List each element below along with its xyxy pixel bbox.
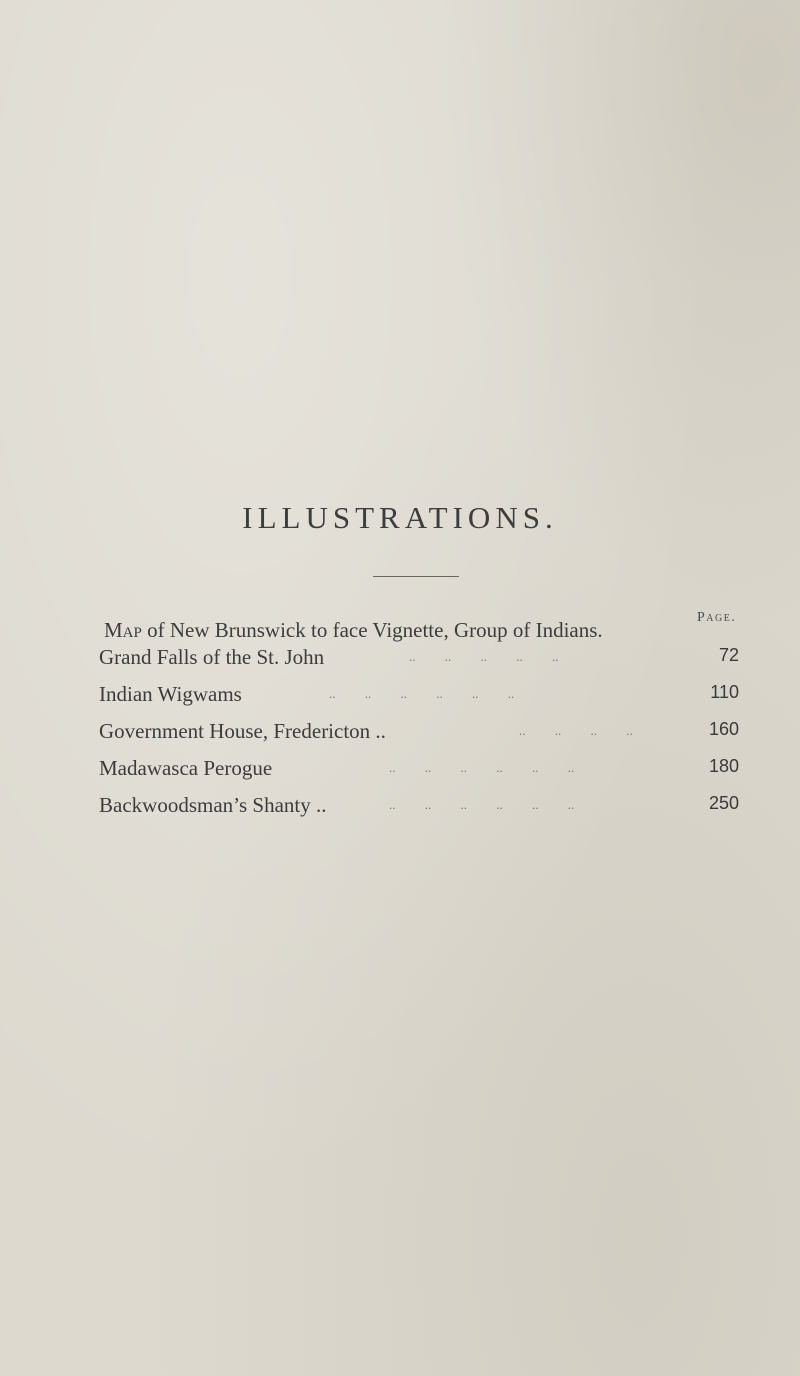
entry-label: Grand Falls of the St. John <box>99 645 325 669</box>
entry-label: Indian Wigwams <box>99 682 242 706</box>
list-item <box>99 793 739 823</box>
page-title: ILLUSTRATIONS. <box>242 500 558 535</box>
dot-leader: .. .. .. .. .. .. <box>389 797 575 812</box>
page-column-label: Page. <box>697 610 737 625</box>
dot-leader: .. .. .. .. .. .. <box>389 760 575 775</box>
map-word: Map <box>104 618 142 642</box>
frontispiece-line <box>104 618 603 643</box>
entry-page-number: 180 <box>708 756 739 776</box>
list-item <box>99 719 739 749</box>
entry-label: Madawasca Perogue <box>99 756 273 780</box>
list-item <box>99 645 739 675</box>
title-divider <box>373 576 459 577</box>
dot-leader: .. .. .. .. <box>519 723 633 738</box>
entry-page-number: 160 <box>708 719 739 739</box>
dot-leader: .. .. .. .. .. <box>409 649 559 664</box>
dot-leader: .. .. .. .. .. .. <box>329 686 515 701</box>
entry-page-number: 110 <box>710 682 739 702</box>
entry-label: Backwoodsman’s Shanty .. <box>99 793 327 817</box>
list-item <box>99 682 739 712</box>
entry-page-number: 72 <box>718 645 739 665</box>
entry-label: Government House, Fredericton .. <box>99 719 386 743</box>
entry-page-number: 250 <box>708 793 739 813</box>
frontispiece-text: of New Brunswick to face Vignette, Group of Indians. <box>141 618 603 642</box>
list-item <box>99 756 739 786</box>
